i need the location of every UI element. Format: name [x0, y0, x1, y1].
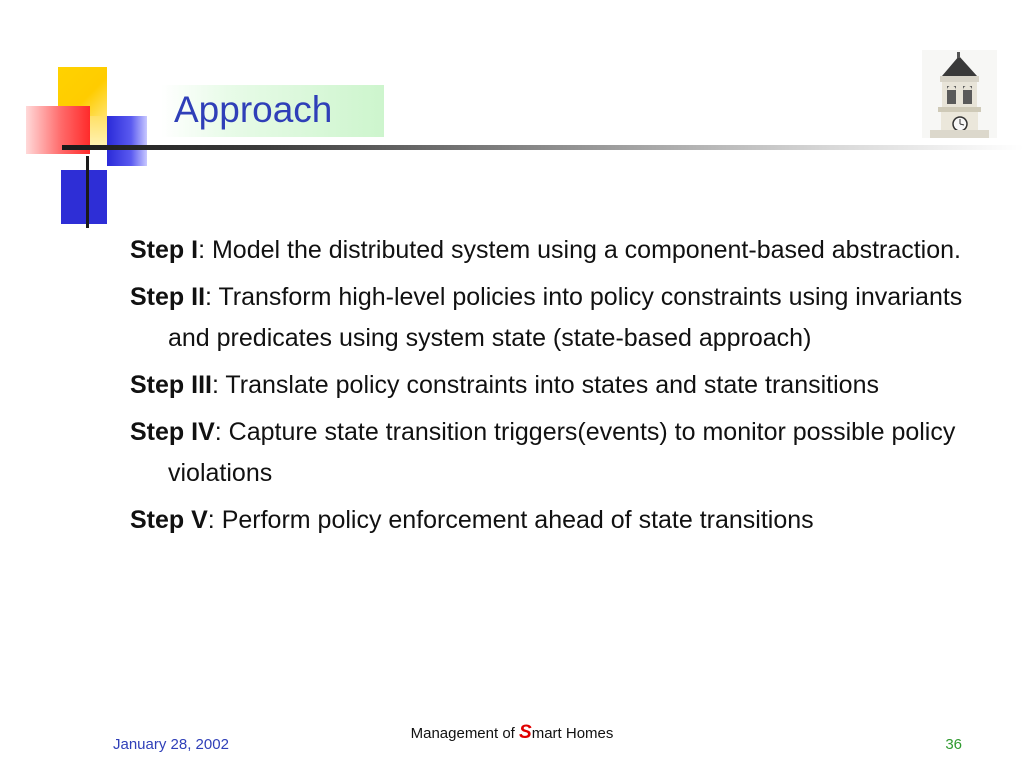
step-item: [130, 277, 990, 359]
step-item: [130, 412, 990, 494]
footer-title-s: S: [519, 722, 532, 743]
step-text: : Transform high-level policies into policy constraints using invariants and predicates using system state (state-based approach): [168, 283, 963, 352]
decor-vertical-line: [86, 156, 89, 228]
step-item: [130, 500, 990, 541]
title-underline: [62, 145, 1024, 150]
step-text: : Model the distributed system using a component-based abstraction.: [198, 236, 961, 264]
steps-list: [130, 230, 990, 547]
step-label: Step IV: [130, 418, 215, 446]
step-label: Step II: [130, 283, 206, 311]
step-text: : Capture state transition triggers(events) to monitor possible policy violations: [168, 418, 956, 487]
decor-blue-square: [61, 170, 107, 224]
footer-title-suffix: mart Homes: [531, 725, 614, 742]
step-text: : Perform policy enforcement ahead of state transitions: [207, 506, 814, 534]
decor-blue-gradient-square: [107, 116, 147, 166]
step-item: [130, 365, 990, 406]
step-label: Step V: [130, 506, 208, 534]
step-label: Step I: [130, 236, 199, 264]
page-number: 36: [945, 736, 962, 753]
step-label: Step III: [130, 371, 212, 399]
footer-date: January 28, 2002: [113, 736, 229, 753]
footer-title-prefix: Management of: [410, 725, 520, 742]
step-text: : Translate policy constraints into states and state transitions: [211, 371, 879, 399]
clock-tower-image: [922, 50, 997, 138]
slide-title: Approach: [174, 89, 333, 130]
step-item: [130, 230, 990, 271]
